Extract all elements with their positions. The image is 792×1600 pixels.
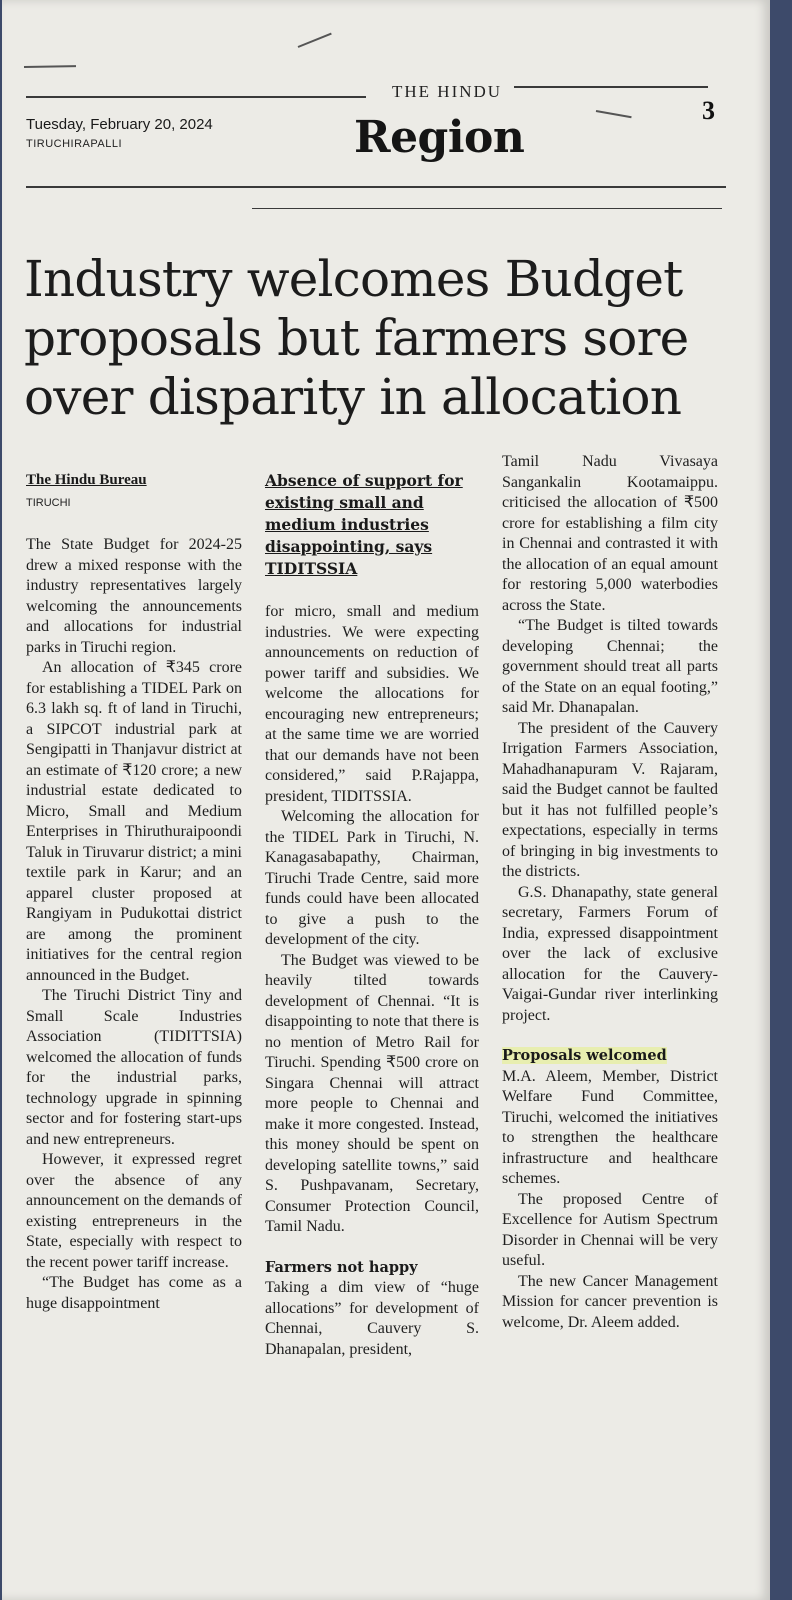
paragraph: The president of the Cauvery Irrigation Farmers Association, Mahadhanapuram V. Rajaram, said the Budget cannot be faulted but it has not fulfilled people’s expectations, especially in terms of bringing in big investments to the districts. <box>502 719 718 880</box>
highlighted-subhead: Proposals welcomed <box>502 1047 667 1064</box>
paragraph: An allocation of ₹345 crore for establishing a TIDEL Park on 6.3 lakh sq. ft of land in Tiruchi, a SIPCOT industrial park at Sengipatti in Thanjavur district at an estimate of ₹120 crore; a new industrial estate dedicated to Micro, Small and Medium Enterprises in Thiruthuraipoondi Taluk in Tiruvarur district; a mini textile park in Karur; and an apparel cluster proposed at Rangiyam in Pudukottai district are among the prominent initiatives for the central region announced in the Budget. <box>26 659 242 984</box>
paragraph: Tamil Nadu Vivasaya Sangankalin Kootamaippu. criticised the allocation of ₹500 crore for establishing a film city in Chennai and contrasted it with the allocation of an equal amount for restoring 5,000 waterbodies across the State. <box>502 453 718 614</box>
paragraph: “The Budget has come as a huge disappointment <box>26 1274 242 1312</box>
subhead-farmers: Farmers not happy <box>265 1258 418 1276</box>
masthead-rule-right <box>514 86 708 88</box>
pen-mark <box>298 33 332 48</box>
paragraph: The Budget was viewed to be heavily tilted towards development of Chennai. “It is disappointing to note that there is no mention of Metro Rail for Tiruchi. Spending ₹500 crore on Singara Chennai will attract more people to Chennai and make it more congested. Instead, this money should be spent on developing satellite towns,” said S. Pushpavanam, Secretary, Consumer Protection Council, Tamil Nadu. <box>265 951 479 1235</box>
newspaper-page <box>2 0 770 1600</box>
paragraph: Welcoming the allocation for the TIDEL Park in Tiruchi, N. Kanagasabapathy, Chairman, Tiruchi Trade Centre, said more funds could have been allocated to give a push to the development of the city. <box>265 808 479 948</box>
masthead-rule-left <box>26 96 366 98</box>
paragraph: M.A. Aleem, Member, District Welfare Fund Committee, Tiruchi, welcomed the initiatives to strengthen the healthcare infrastructure and healthcare schemes. <box>502 1067 718 1187</box>
pen-mark <box>24 65 76 68</box>
paragraph: G.S. Dhanapathy, state general secretary, Farmers Forum of India, expressed disappointment over the lack of exclusive allocation for the Cauvery-Vaigai-Gundar river interlinking project. <box>502 883 718 1024</box>
byline: The Hindu Bureau <box>26 472 147 488</box>
paragraph: The Tiruchi District Tiny and Small Scale Industries Association (TIDITTSIA) welcomed the allocation of funds for the industrial parks, technology upgrade in spinning sector and for fostering start-ups and new entrepreneurs. <box>26 987 242 1148</box>
paragraph: “The Budget is tilted towards developing Chennai; the government should treat all parts of the State on an equal footing,” said Mr. Dhanapalan. <box>502 617 718 716</box>
dateline: TIRUCHI <box>26 496 71 509</box>
article-headline: Industry welcomes Budget proposals but farmers sore over disparity in allocation <box>24 250 689 426</box>
issue-date: Tuesday, February 20, 2024 <box>26 116 213 133</box>
page-number: 3 <box>702 96 715 125</box>
paragraph: The proposed Centre of Excellence for Autism Spectrum Disorder in Chennai will be very useful. <box>502 1190 718 1269</box>
article-column-1 <box>26 470 242 1314</box>
section-title: Region <box>354 112 525 163</box>
article-column-2 <box>265 470 479 1360</box>
newspaper-name: THE HINDU <box>392 82 503 101</box>
header-bottom-rule <box>26 186 726 188</box>
edition-name: TIRUCHIRAPALLI <box>26 138 123 150</box>
pull-quote: Absence of support for existing small and medium industries disappointing, says TIDITSSIA <box>265 471 463 578</box>
header-bottom-rule-2 <box>252 208 722 209</box>
pen-mark <box>596 110 632 118</box>
paragraph: The new Cancer Management Mission for cancer prevention is welcome, Dr. Aleem added. <box>502 1272 718 1331</box>
paragraph: Taking a dim view of “huge allocations” for development of Chennai, Cauvery S. Dhanapalan, president, <box>265 1279 479 1358</box>
article-column-3 <box>502 452 718 1333</box>
paragraph: However, it expressed regret over the absence of any announcement on the demands of existing entrepreneurs in the State, especially with respect to the recent power tariff increase. <box>26 1151 242 1271</box>
paragraph: for micro, small and medium industries. We were expecting announcements on reduction of power tariff and subsidies. We welcome the allocations for encouraging new entrepreneurs; at the same time we are worried that our demands have not been considered,” said P.Rajappa, president, TIDITSSIA. <box>265 603 479 805</box>
subhead-proposals <box>502 1046 718 1067</box>
paragraph: The State Budget for 2024-25 drew a mixed response with the industry representatives largely welcoming the announcements and allocations for industrial parks in Tiruchi region. <box>26 536 242 656</box>
